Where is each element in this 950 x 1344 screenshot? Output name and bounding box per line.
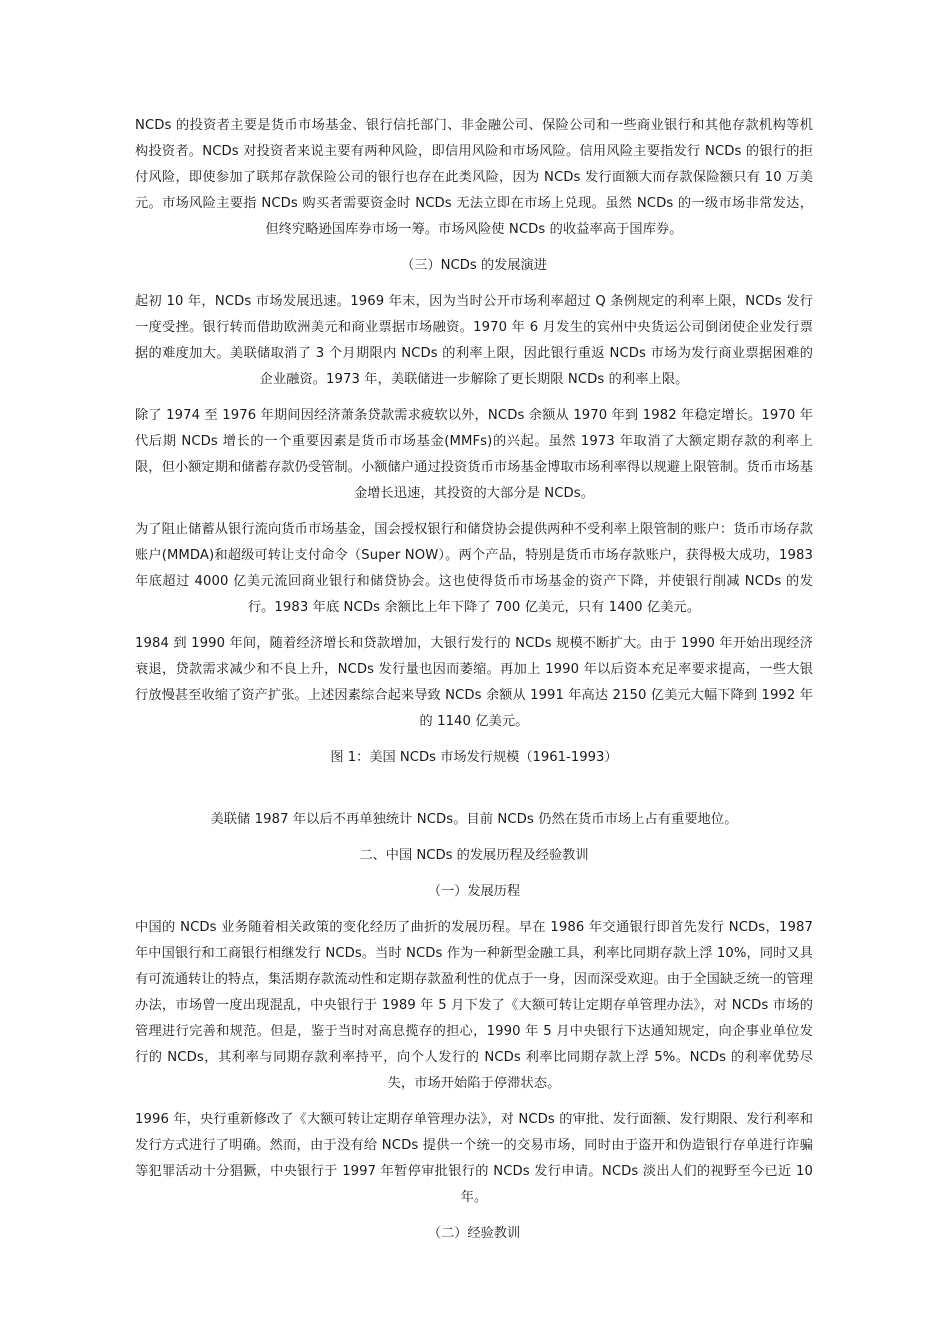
paragraph-1984-1992: 1984 到 1990 年间，随着经济增长和贷款增加，大银行发行的 NCDs 规模不断扩大。由于 1990 年开始出现经济衰退，贷款需求减少和不良上升，NCDs 发行量也因而萎缩。再加上 1990 年以后资本充足率要求提高，一些大银行放慢甚至收缩了资产扩张。上述因素综合起来导致 NCDs 余额从 1991 年高达 2150 亿美元大幅下降到 1992 年的 1140 亿美元。 bbox=[135, 636, 813, 729]
section-heading-china: 二、中国 NCDs 的发展历程及经验教训 bbox=[359, 848, 589, 863]
paragraph-fed-statistics: 美联储 1987 年以后不再单独统计 NCDs。目前 NCDs 仍然在货币市场上占有重要地位。 bbox=[210, 812, 738, 827]
paragraph-1983-decline: 为了阻止储蓄从银行流向货币市场基金，国会授权银行和储贷协会提供两种不受利率上限管制的账户：货币市场存款账户(MMDA)和超级可转让支付命令（Super NOW）。两个产品，特别是货币市场存款账户，获得极大成功，1983 年底超过 4000 亿美元流回商业银行和储贷协会。这也使得货币市场基金的资产下降，并使银行削减 NCDs 的发行。1983 年底 NCDs 余额比上年下降了 700 亿美元，只有 1400 亿美元。 bbox=[135, 522, 813, 615]
paragraph-china-history: 中国的 NCDs 业务随着相关政策的变化经历了曲折的发展历程。早在 1986 年交通银行即首先发行 NCDs，1987 年中国银行和工商银行相继发行 NCDs。当时 NCDs 作为一种新型金融工具，利率比同期存款上浮 10%，同时又具有可流通转让的特点，集活期存款流动性和定期存款盈利性的优点于一身，因而深受欢迎。由于全国缺乏统一的管理办法，市场曾一度出现混乱，中央银行于 1989 年 5 月下发了《大额可转让定期存单管理办法》，对 NCDs 市场的管理进行完善和规范。但是，鉴于当时对高息揽存的担心，1990 年 5 月中央银行下达通知规定，向企事业单位发行的 NCDs，其利率与同期存款利率持平，向个人发行的 NCDs 利率比同期存款上浮 5%。NCDs 的利率优势尽失，市场开始陷于停滞状态。 bbox=[135, 920, 813, 1091]
figure-caption: 图 1：美国 NCDs 市场发行规模（1961-1993） bbox=[330, 750, 618, 765]
section-heading-evolution: （三）NCDs 的发展演进 bbox=[401, 258, 547, 273]
paragraph-investors-risks: NCDs 的投资者主要是货币市场基金、银行信托部门、非金融公司、保险公司和一些商业银行和其他存款机构等机构投资者。NCDs 对投资者来说主要有两种风险，即信用风险和市场风险。信用风险主要指发行 NCDs 的银行的拒付风险，即使参加了联邦存款保险公司的银行也存在此类风险，因为 NCDs 发行面额大而存款保险额只有 10 万美元。市场风险主要指 NCDs 购买者需要资金时 NCDs 无法立即在市场上兑现。虽然 NCDs 的一级市场非常发达，但终究略逊国库券市场一筹。市场风险使 NCDs 的收益率高于国库券。 bbox=[135, 118, 813, 237]
document-page bbox=[135, 113, 813, 1257]
figure-placeholder bbox=[135, 781, 813, 807]
subsection-heading-lessons: （二）经验教训 bbox=[427, 1226, 521, 1241]
subsection-heading-history: （一）发展历程 bbox=[427, 884, 521, 899]
paragraph-1970s-growth: 除了 1974 至 1976 年期间因经济萧条贷款需求疲软以外，NCDs 余额从 1970 年到 1982 年稳定增长。1970 年代后期 NCDs 增长的一个重要因素是货币市场基金(MMFs)的兴起。虽然 1973 年取消了大额定期存款的利率上限，但小额定期和储蓄存款仍受管制。小额储户通过投资货币市场基金博取市场利率得以规避上限管制。货币市场基金增长迅速，其投资的大部分是 NCDs。 bbox=[135, 408, 813, 501]
paragraph-1996-revision: 1996 年，央行重新修改了《大额可转让定期存单管理办法》，对 NCDs 的审批、发行面额、发行期限、发行利率和发行方式进行了明确。然而，由于没有给 NCDs 提供一个统一的交易市场，同时由于盗开和伪造银行存单进行诈骗等犯罪活动十分猖獗，中央银行于 1997 年暂停审批银行的 NCDs 发行申请。NCDs 淡出人们的视野至今已近 10 年。 bbox=[135, 1112, 813, 1205]
paragraph-early-development: 起初 10 年，NCDs 市场发展迅速。1969 年末，因为当时公开市场利率超过 Q 条例规定的利率上限，NCDs 发行一度受挫。银行转而借助欧洲美元和商业票据市场融资。1970 年 6 月发生的宾州中央货运公司倒闭使企业发行票据的难度加大。美联储取消了 3 个月期限内 NCDs 的利率上限，因此银行重返 NCDs 市场为发行商业票据困难的企业融资。1973 年，美联储进一步解除了更长期限 NCDs 的利率上限。 bbox=[135, 294, 813, 387]
